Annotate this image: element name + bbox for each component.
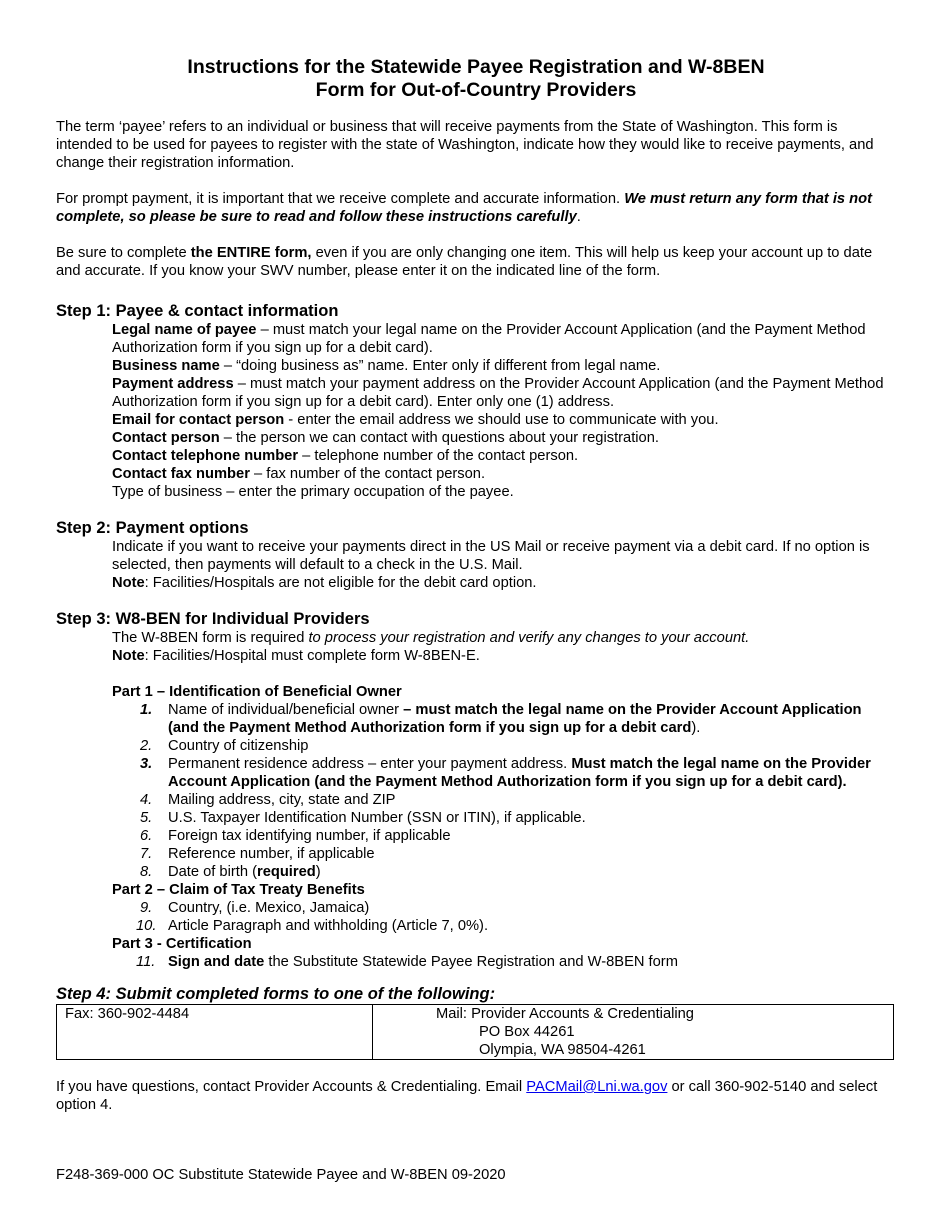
step-2-note — [112, 574, 896, 592]
item-text: Country, (i.e. Mexico, Jamaica) — [168, 900, 370, 916]
item-desc: – telephone number of the contact person. — [298, 448, 579, 464]
part-1-list — [56, 701, 896, 881]
contact-lead: If you have questions, contact Provider Accounts & Credentialing. Email — [56, 1079, 527, 1095]
item-desc: – “doing business as” name. Enter only if different from legal name. — [219, 358, 661, 374]
intro-p2-lead: For prompt payment, it is important that we receive complete and accurate information. — [56, 191, 625, 207]
step-1-item — [112, 357, 896, 375]
step-3-heading: Step 3: W8-BEN for Individual Providers — [56, 610, 370, 628]
item-number: 8. — [140, 864, 153, 880]
intro-p3-rest: even if you are only changing one item. This will help us keep your account up to date and accurate. If you know your SWV number, please enter it on the indicated line of the form. — [56, 245, 873, 279]
step-3-line-1 — [112, 629, 896, 647]
mail-cell — [373, 1005, 894, 1060]
line-lead: The W-8BEN form is required — [112, 630, 309, 646]
intro-paragraph-1: The term ‘payee’ refers to an individual or business that will receive payments from the State of Washington. This form is intended to be used for payees to register with the state of Washington, indicate how they would like to receive payments, and change their registration information. — [56, 119, 874, 171]
item-text: Country of citizenship — [168, 738, 309, 754]
intro-paragraph-3 — [56, 244, 896, 280]
step-3-section — [56, 610, 896, 971]
step-1-section — [56, 302, 896, 501]
part-1-item — [56, 755, 896, 791]
part-2-list — [56, 899, 896, 935]
item-text: U.S. Taxpayer Identification Number (SSN or ITIN), if applicable. — [168, 810, 586, 826]
part-1-item — [56, 809, 896, 827]
intro-p3-lead: Be sure to complete — [56, 245, 191, 261]
item-number: 6. — [140, 828, 153, 844]
mail-line-3: Olympia, WA 98504-4261 — [479, 1042, 646, 1058]
item-tail: ) — [315, 864, 321, 880]
step-2-text: Indicate if you want to receive your payments direct in the US Mail or receive payment via a debit card. If no option is selected, then payments will default to a check in the U.S. Mail. — [112, 539, 870, 573]
part-1-item — [56, 827, 896, 845]
submit-options-table — [56, 1004, 894, 1060]
item-text: Reference number, if applicable — [168, 846, 375, 862]
item-text: Name of individual/beneficial owner — [168, 702, 404, 718]
step-2-section — [56, 519, 896, 592]
item-term: Contact telephone number — [112, 448, 299, 464]
item-number: 5. — [140, 810, 153, 826]
item-bold: – must match the legal name on the Provider Account Application (and the Payment Method Authorization form if you sign up for a debit card — [168, 702, 862, 736]
part-3-item — [56, 953, 896, 971]
item-term: Contact fax number — [112, 466, 250, 482]
item-tail: ). — [691, 720, 701, 736]
step-2-body — [112, 538, 896, 592]
part-3-heading: Part 3 - Certification — [112, 936, 252, 952]
part-2-item — [56, 899, 896, 917]
item-text: Permanent residence address – enter your payment address. — [168, 756, 572, 772]
part-2-heading: Part 2 – Claim of Tax Treaty Benefits — [112, 882, 365, 898]
item-desc: – the person we can contact with questions about your registration. — [219, 430, 659, 446]
part-1-heading: Part 1 – Identification of Beneficial Owner — [112, 684, 402, 700]
part-1-item — [56, 791, 896, 809]
item-number: 9. — [140, 900, 153, 916]
part-3-list — [56, 953, 896, 971]
item-bold: Must match the legal name on the Provider Account Application (and the Payment Method Authorization form if you sign up for a debit card). — [168, 756, 871, 790]
step-1-item — [112, 375, 896, 411]
step-3-intro — [112, 629, 896, 665]
fax-number: Fax: 360-902-4484 — [65, 1006, 190, 1022]
note-label: Note — [112, 648, 145, 664]
step-1-last-line: Type of business – enter the primary occupation of the payee. — [112, 484, 514, 500]
title-line-1: Instructions for the Statewide Payee Registration and W-8BEN — [187, 56, 765, 78]
step-2-heading: Step 2: Payment options — [56, 519, 249, 537]
item-term: Business name — [112, 358, 220, 374]
submit-options-row — [57, 1005, 894, 1060]
part-1-item — [56, 737, 896, 755]
step-1-item — [112, 447, 896, 465]
email-link[interactable]: PACMail@Lni.wa.gov — [526, 1079, 668, 1095]
intro-p2-emphasis: We must return any form that is not complete, so please be sure to read and follow these instructions carefully — [56, 191, 872, 225]
step-1-item — [112, 411, 896, 429]
mail-line-1: Mail: Provider Accounts & Credentialing — [436, 1006, 694, 1022]
item-number: 3. — [140, 756, 153, 772]
item-term: Email for contact person — [112, 412, 285, 428]
item-number: 10. — [136, 918, 157, 934]
intro-paragraph-2 — [56, 190, 896, 226]
step-4-heading: Step 4: Submit completed forms to one of the following: — [56, 985, 496, 1003]
item-desc: – fax number of the contact person. — [249, 466, 486, 482]
item-text: Foreign tax identifying number, if applicable — [168, 828, 451, 844]
item-desc: – must match your legal name on the Provider Account Application (and the Payment Method Authorization form if you sign up for a debit card). — [112, 322, 866, 356]
step-1-item — [112, 321, 896, 357]
note-text: : Facilities/Hospital must complete form W-8BEN-E. — [144, 648, 480, 664]
item-text: Mailing address, city, state and ZIP — [168, 792, 396, 808]
title-line-2: Form for Out-of-Country Providers — [315, 79, 637, 101]
item-bold: Sign and date — [168, 954, 265, 970]
item-number: 1. — [140, 702, 153, 718]
item-term: Contact person — [112, 430, 220, 446]
step-1-item — [112, 429, 896, 447]
part-1-item — [56, 863, 896, 881]
item-bold: required — [256, 864, 316, 880]
item-term: Payment address — [112, 376, 234, 392]
line-italic: to process your registration and verify any changes to your account. — [308, 630, 750, 646]
document-title — [56, 56, 896, 102]
step-3-note — [112, 647, 896, 665]
item-text: Date of birth ( — [168, 864, 257, 880]
step-1-heading: Step 1: Payee & contact information — [56, 302, 339, 320]
item-text: the Substitute Statewide Payee Registration and W-8BEN form — [264, 954, 678, 970]
item-term: Legal name of payee — [112, 322, 257, 338]
item-number: 7. — [140, 846, 153, 862]
item-desc: – must match your payment address on the Provider Account Application (and the Payment Method Authorization form if you sign up for a debit card). Enter only one (1) address. — [112, 376, 884, 410]
item-text: Article Paragraph and withholding (Article 7, 0%). — [168, 918, 489, 934]
document-page — [56, 56, 896, 1132]
part-2-item — [56, 917, 896, 935]
mail-line-2: PO Box 44261 — [479, 1024, 575, 1040]
fax-cell — [57, 1005, 373, 1060]
item-number: 4. — [140, 792, 153, 808]
contact-paragraph — [56, 1078, 896, 1114]
contact-rest: or call 360-902-5140 and select option 4. — [56, 1079, 878, 1113]
item-number: 2. — [140, 738, 153, 754]
item-desc: - enter the email address we should use to communicate with you. — [284, 412, 719, 428]
intro-p2-end: . — [576, 209, 581, 225]
note-text: : Facilities/Hospitals are not eligible for the debit card option. — [144, 575, 537, 591]
step-1-items — [112, 321, 896, 501]
item-number: 11. — [136, 954, 156, 970]
part-1-item — [56, 845, 896, 863]
step-1-item — [112, 465, 896, 483]
note-label: Note — [112, 575, 145, 591]
form-footer: F248-369-000 OC Substitute Statewide Payee and W-8BEN 09-2020 — [56, 1167, 506, 1183]
part-1-item — [56, 701, 896, 737]
intro-p3-bold: the ENTIRE form, — [190, 245, 312, 261]
